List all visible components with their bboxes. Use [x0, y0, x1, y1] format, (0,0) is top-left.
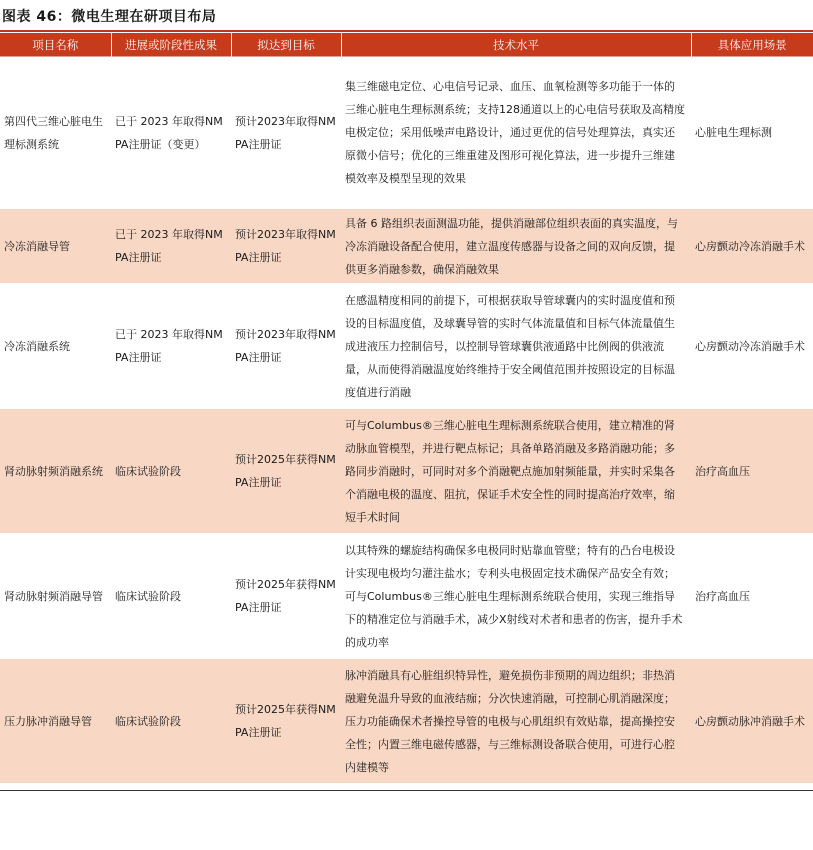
- cell-tech-level: 集三维磁电定位、心电信号记录、血压、血氧检测等多功能于一体的三维心脏电生理标测系统；支持128通道以上的心电信号获取及高精度电极定位；采用低噪声电路设计，通过更优的信号处理算法，真实还原微小信号；优化的三维重建及图形可视化算法，进一步提升三维建模效率及模型呈现的效果: [341, 57, 691, 209]
- cell-target: 预计2023年取得NMPA注册证: [231, 209, 341, 284]
- cell-project-name: 冷冻消融系统: [0, 284, 111, 409]
- cell-application: 治疗高血压: [691, 534, 813, 659]
- cell-tech-level: 可与Columbus®三维心脏电生理标测系统联合使用，建立精准的肾动脉血管模型，并进行靶点标记；具备单路消融及多路消融功能；多路同步消融时，可同时对多个消融靶点施加射频能量，并实时采集各个消融电极的温度、阻抗，保证手术安全性的同时提高治疗效率，缩短手术时间: [341, 409, 691, 534]
- figure-title: 图表 46：微电生理在研项目布局: [2, 9, 217, 25]
- cell-application: 心脏电生理标测: [691, 57, 813, 209]
- table-row: [0, 57, 813, 209]
- cell-target: 预计2025年获得NMPA注册证: [231, 534, 341, 659]
- table-row: [0, 284, 813, 409]
- table-row: [0, 659, 813, 784]
- cell-application: 心房颤动脉冲消融手术: [691, 659, 813, 784]
- header-target: 拟达到目标: [231, 33, 341, 57]
- bottom-rule: [0, 790, 813, 791]
- title-bar: [0, 0, 813, 32]
- header-application: 具体应用场景: [691, 33, 813, 57]
- header-project-name: 项目名称: [0, 33, 111, 57]
- cell-project-name: 冷冻消融导管: [0, 209, 111, 284]
- cell-progress: 已于 2023 年取得NMPA注册证: [111, 209, 231, 284]
- project-table: [0, 33, 813, 784]
- cell-application: 治疗高血压: [691, 409, 813, 534]
- cell-progress: 临床试验阶段: [111, 409, 231, 534]
- cell-progress: 已于 2023 年取得NMPA注册证: [111, 284, 231, 409]
- cell-target: 预计2025年获得NMPA注册证: [231, 409, 341, 534]
- table-row: [0, 534, 813, 659]
- cell-progress: 已于 2023 年取得NMPA注册证（变更）: [111, 57, 231, 209]
- header-tech-level: 技术水平: [341, 33, 691, 57]
- cell-project-name: 肾动脉射频消融系统: [0, 409, 111, 534]
- cell-target: 预计2023年取得NMPA注册证: [231, 284, 341, 409]
- table-row: [0, 209, 813, 284]
- cell-tech-level: 以其特殊的螺旋结构确保多电极同时贴靠血管壁；特有的凸台电极设计实现电极均匀灌注盐水；专利头电极固定技术确保产品安全有效；可与Columbus®三维心脏电生理标测系统联合使用，实现三维指导下的精准定位与消融手术，减少X射线对术者和患者的伤害，提升手术的成功率: [341, 534, 691, 659]
- cell-tech-level: 具备 6 路组织表面测温功能，提供消融部位组织表面的真实温度，与冷冻消融设备配合使用，建立温度传感器与设备之间的双向反馈，提供更多消融参数，确保消融效果: [341, 209, 691, 284]
- cell-project-name: 第四代三维心脏电生理标测系统: [0, 57, 111, 209]
- cell-project-name: 压力脉冲消融导管: [0, 659, 111, 784]
- cell-application: 心房颤动冷冻消融手术: [691, 209, 813, 284]
- cell-application: 心房颤动冷冻消融手术: [691, 284, 813, 409]
- header-progress: 进展或阶段性成果: [111, 33, 231, 57]
- cell-target: 预计2023年取得NMPA注册证: [231, 57, 341, 209]
- cell-progress: 临床试验阶段: [111, 534, 231, 659]
- cell-project-name: 肾动脉射频消融导管: [0, 534, 111, 659]
- cell-progress: 临床试验阶段: [111, 659, 231, 784]
- table-header-row: [0, 33, 813, 57]
- cell-tech-level: 在感温精度相同的前提下，可根据获取导管球囊内的实时温度值和预设的目标温度值，及球囊导管的实时气体流量值和目标气体流量值生成进液压力控制信号，以控制导管球囊供液通路中比例阀的供液流量，从而使得消融温度始终维持于安全阈值范围并按照设定的目标温度值进行消融: [341, 284, 691, 409]
- cell-target: 预计2025年获得NMPA注册证: [231, 659, 341, 784]
- table-row: [0, 409, 813, 534]
- cell-tech-level: 脉冲消融具有心脏组织特异性，避免损伤非预期的周边组织；非热消融避免温升导致的血液结痂；分次快速消融，可控制心肌消融深度；压力功能确保术者操控导管的电极与心肌组织有效贴靠，提高操控安全性；内置三维电磁传感器，与三维标测设备联合使用，可进行心腔内建模等: [341, 659, 691, 784]
